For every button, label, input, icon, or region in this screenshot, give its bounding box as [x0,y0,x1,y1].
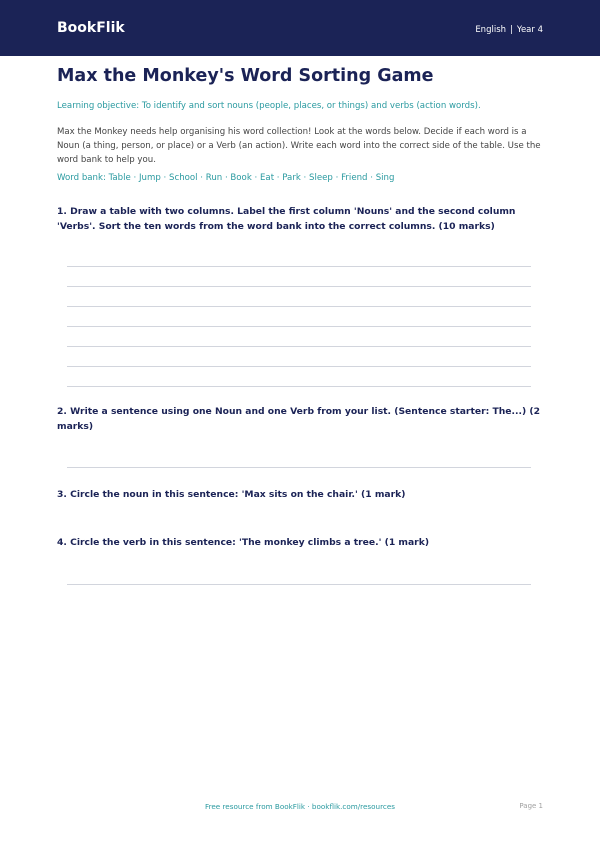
year-label: Year 4 [516,25,543,35]
question-1: 1. Draw a table with two columns. Label the first column 'Nouns' and the second column 'Verbs'. Sort the ten words from the word bank into the correct columns. (10 marks) [57,206,516,232]
answer-line[interactable] [67,366,531,367]
footer-credit[interactable]: Free resource from BookFlik · bookflik.com/resources [204,802,396,811]
header-bar [0,0,600,56]
answer-line[interactable] [67,346,531,347]
answer-line[interactable] [67,266,531,267]
learning-objective: Learning objective: To identify and sort nouns (people, places, or things) and verbs (action words). [57,101,481,111]
answer-line[interactable] [67,386,531,387]
answer-line[interactable] [67,306,531,307]
meta-separator: | [510,25,513,35]
answer-line[interactable] [67,584,531,585]
subject-year-label [475,26,543,35]
page-number: Page 1 [519,802,543,810]
question-3: 3. Circle the noun in this sentence: 'Max sits on the chair.' (1 mark) [57,487,543,502]
question-2: 2. Write a sentence using one Noun and one Verb from your list. (Sentence starter: The...) (2 marks) [57,406,540,432]
word-bank: Word bank: Table · Jump · School · Run · Book · Eat · Park · Sleep · Friend · Sing [57,173,395,183]
answer-line[interactable] [67,467,531,468]
subject-label: English [475,25,507,35]
answer-line[interactable] [67,286,531,287]
question-4: 4. Circle the verb in this sentence: 'The monkey climbs a tree.' (1 mark) [57,535,543,550]
answer-line[interactable] [67,326,531,327]
brand-logo[interactable]: BookFlik [57,20,125,36]
worksheet-title: Max the Monkey's Word Sorting Game [57,66,434,86]
intro-paragraph: Max the Monkey needs help organising his word collection! Look at the words below. Decide if each word is a Noun (a thing, person, or place) or a Verb (an action). Write each word into the correct side of the table. Use the word bank to help you. [57,127,541,165]
